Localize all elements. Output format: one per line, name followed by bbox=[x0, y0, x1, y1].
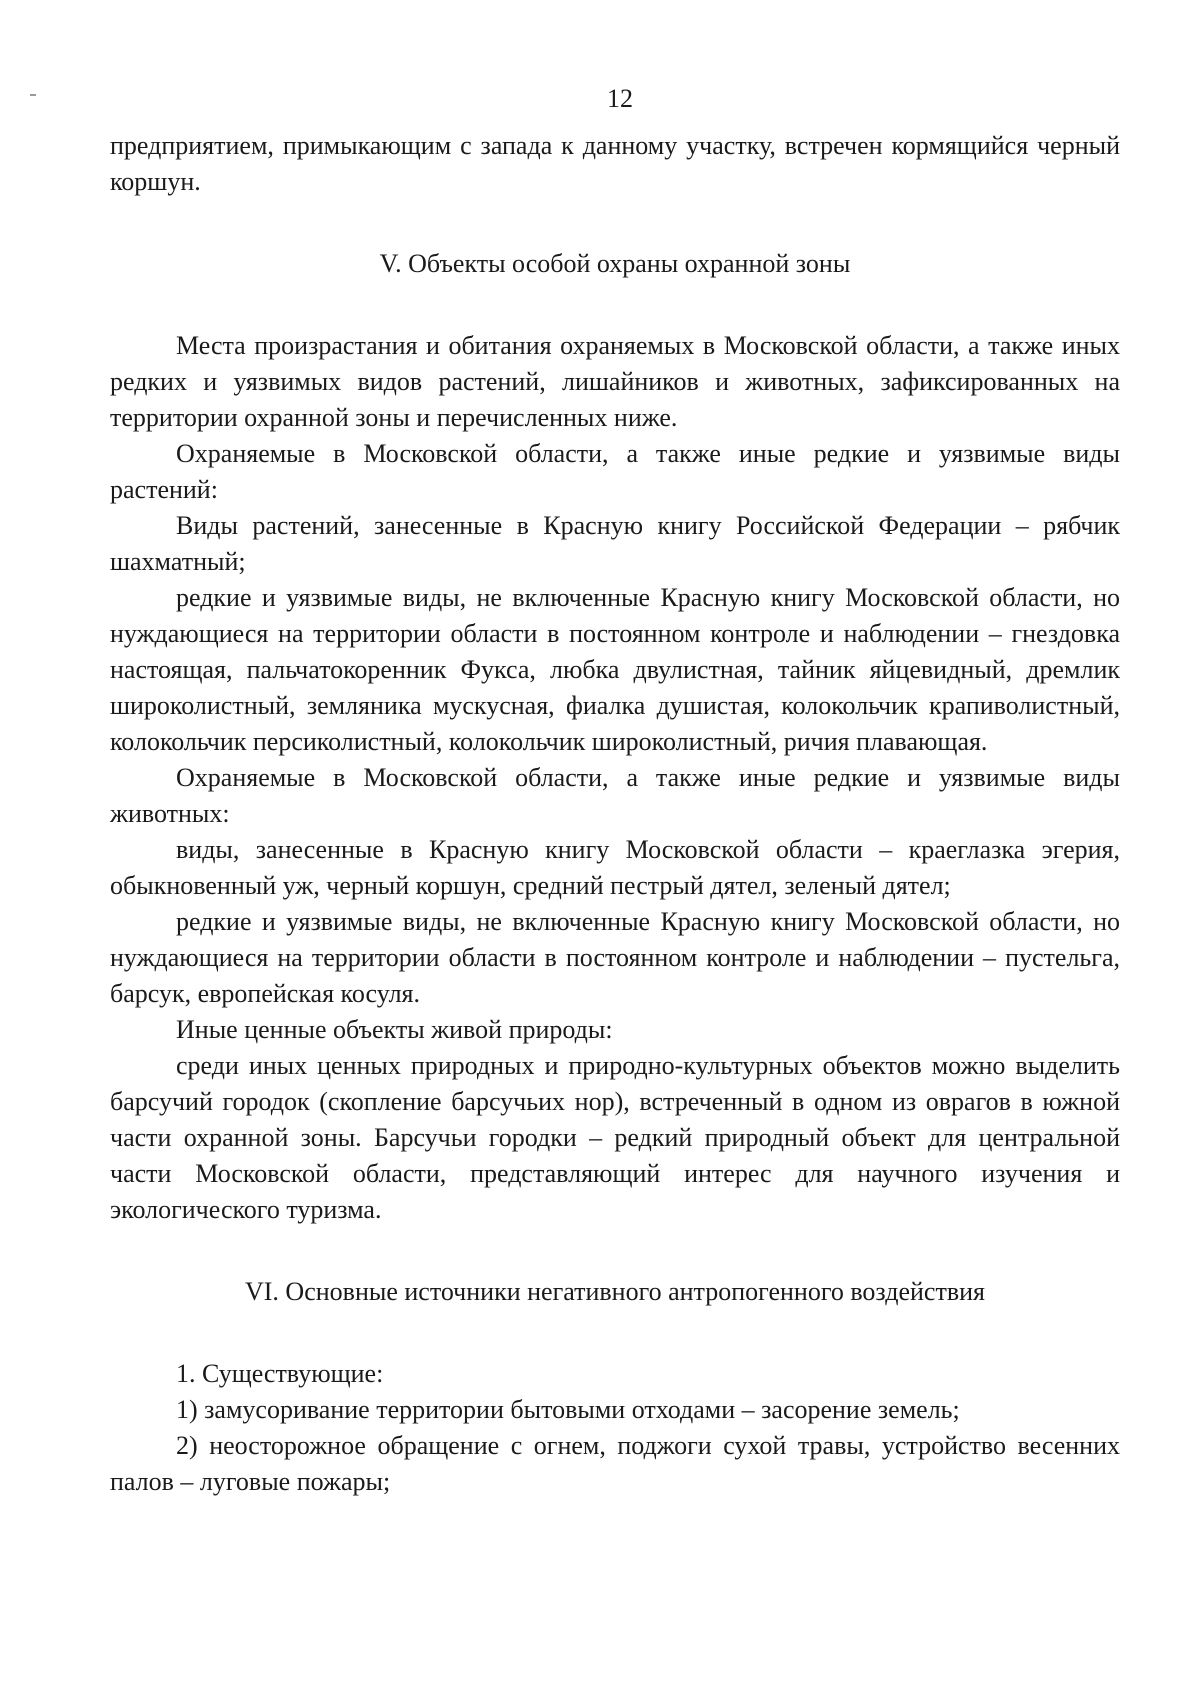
page-number: 12 bbox=[607, 84, 633, 113]
section-5-body bbox=[110, 328, 1120, 1228]
section-6-heading: VI. Основные источники негативного антропогенного воздействия bbox=[245, 1277, 985, 1306]
list-item: 2) неосторожное обращение с огнем, поджоги сухой травы, устройство весенних палов – луговые пожары; bbox=[110, 1431, 1120, 1496]
paragraph: редкие и уязвимые виды, не включенные Красную книгу Московской области, но нуждающиеся на территории области в постоянном контроле и наблюдении – гнездовка настоящая, пальчатокоренник Фукса, любка двулистная, тайник яйцевидный, дремлик широколистный, земляника мускусная, фиалка душистая, колокольчик крапиволистный, колокольчик персиколистный, колокольчик широколистный, ричия плавающая. bbox=[110, 583, 1120, 756]
paragraph: Иные ценные объекты живой природы: bbox=[176, 1015, 613, 1044]
intro-paragraph: предприятием, примыкающим с запада к данному участку, встречен кормящийся черный коршун. bbox=[110, 131, 1120, 196]
paragraph: Виды растений, занесенные в Красную книгу Российской Федерации – рябчик шахматный; bbox=[110, 511, 1120, 576]
page-content bbox=[110, 128, 1120, 1500]
paragraph: редкие и уязвимые виды, не включенные Красную книгу Московской области, но нуждающиеся на территории области в постоянном контроле и наблюдении – пустельга, барсук, европейская косуля. bbox=[110, 907, 1120, 1008]
section-5-heading: V. Объекты особой охраны охранной зоны bbox=[379, 249, 851, 278]
paragraph: Охраняемые в Московской области, а также иные редкие и уязвимые виды растений: bbox=[110, 439, 1120, 504]
paragraph: Охраняемые в Московской области, а также иные редкие и уязвимые виды животных: bbox=[110, 763, 1120, 828]
list-item: 1) замусоривание территории бытовыми отходами – засорение земель; bbox=[176, 1395, 960, 1424]
paragraph: Места произрастания и обитания охраняемых в Московской области, а также иных редких и уязвимых видов растений, лишайников и животных, зафиксированных на территории охранной зоны и перечисленных ниже. bbox=[110, 331, 1120, 432]
paragraph: виды, занесенные в Красную книгу Московской области – краеглазка эгерия, обыкновенный уж, черный коршун, средний пестрый дятел, зеленый дятел; bbox=[110, 835, 1120, 900]
list-item: 1. Существующие: bbox=[176, 1359, 384, 1388]
paragraph: среди иных ценных природных и природно-культурных объектов можно выделить барсучий городок (скопление барсучьих нор), встреченный в одном из оврагов в южной части охранной зоны. Барсучьи городки – редкий природный объект для центральной части Московской области, представляющий интерес для научного изучения и экологического туризма. bbox=[110, 1051, 1120, 1224]
section-6-body bbox=[110, 1356, 1120, 1500]
